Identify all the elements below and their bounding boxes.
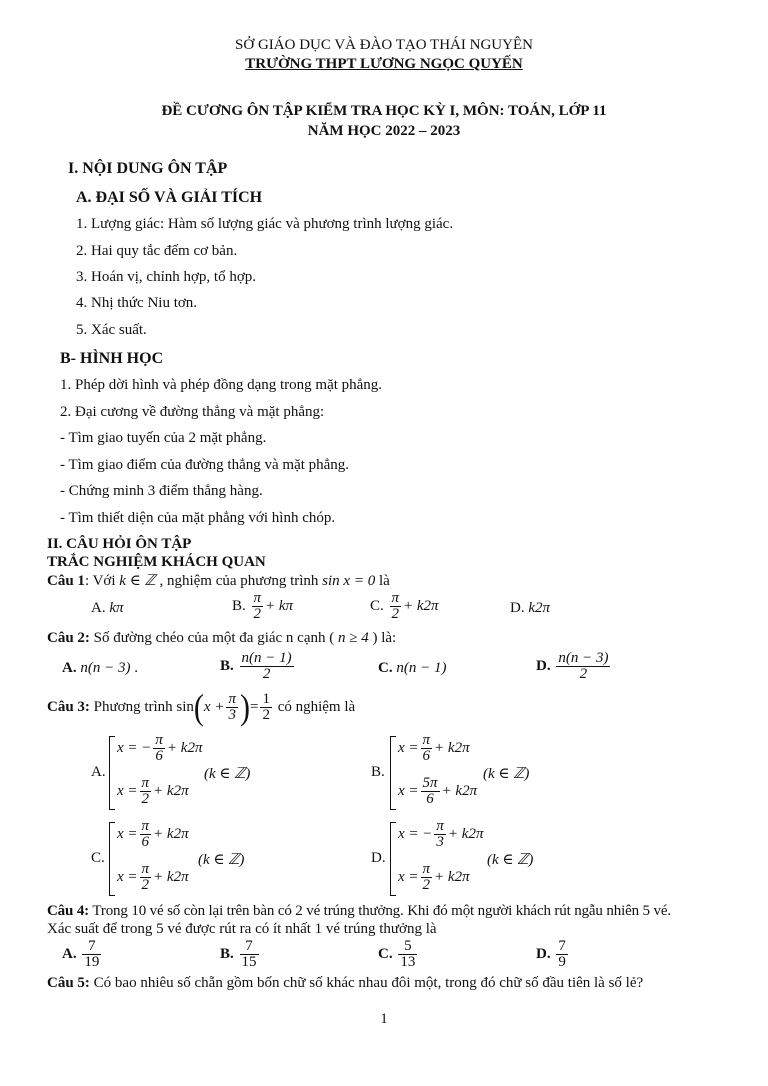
system-bracket (109, 822, 115, 896)
question-label: Câu 1 (47, 573, 85, 589)
question-4-stem-line-2: Xác suất để trong 5 vé được rút ra có ít nhất 1 vé trúng thưởng là (47, 921, 437, 937)
document-page: SỞ GIÁO DỤC VÀ ĐÀO TẠO THÁI NGUYÊN TRƯỜNG THPT LƯƠNG NGỌC QUYẾN ĐỀ CƯƠNG ÔN TẬP KIỂM TRA HỌC KỲ I, MÔN: TOÁN, LỚP 11 NĂM HỌC 2022 – 2023 I. NỘI DUNG ÔN TẬP A. ĐẠI SỐ VÀ GIẢI TÍCH 1. Lượng giác: Hàm số lượng giác và phương trình lượng giác. 2. Hai quy tắc đếm cơ bản. 3. Hoán vị, chỉnh hợp, tổ hợp. 4. Nhị thức Niu tơn. 5. Xác suất. B- HÌNH HỌC 1. Phép dời hình và phép đồng dạng trong mặt phẳng. 2. Đại cương về đường thẳng và mặt phẳng: - Tìm giao tuyến của 2 mặt phẳng. - Tìm giao điểm của đường thẳng và mặt phẳng. - Chứng minh 3 điểm thẳng hàng. - Tìm thiết diện của mặt phẳng với hình chóp. II. CÂU HỎI ÔN TẬP TRẮC NGHIỆM KHÁCH QUAN Câu 1: Với k ∈ ℤ , nghiệm của phương trình sin x = 0 là A. kπ B. $\frac{\pi}{2}$ + kπ C. $\frac{\pi}{2}$ + k2π D. k2π Câu 2: Số đường chéo của một đa giác n cạnh ( n ≥ 4 ) là: A. n(n − 3) . B. $\frac{n(n - 1)}{2}$ C. n(n − 1) D. $\frac{n(n - 3)}{2}$ Câu 3: Phương trình sin(x + $\frac{\pi}{3}$ )= $\frac{1}{2}$ có nghiệm là A. x = − $\frac{\pi}{6}$ + k2π x = $\frac{\pi}{2}$ + k2π (k ∈ ℤ) B. x = $\frac{\pi}{6}$ + k2π x = $\frac{5\pi}{6}$ + k2π (k ∈ ℤ) C. x = $\frac{\pi}{6}$ + k2π x = $\frac{\pi}{2}$ + k2π (k ∈ ℤ) D. x = − $\frac{\pi}{3}$ + k2π x = $\frac{\pi}{2}$ + k2π (k ∈ ℤ) Câu 4: Trong 10 vé số còn lại trên bàn có 2 vé trúng thưởng. Khi đó một người khách rút ngẫu nhiên 5 vé. Xác suất để trong 5 vé được rút ra có ít nhất 1 vé trúng thưởng là A. $\frac{7}{19}$ B. $\frac{7}{15}$ C. $\frac{5}{13}$ D. $\frac{7}{9}$ Câu 5: Có bao nhiêu số chẵn gồm bốn chữ số khác nhau đôi một, trong đó chữ số đầu tiên là số lẻ? 1 (0, 0, 768, 1086)
part-b-item: - Tìm giao điểm của đường thẳng và mặt phẳng. (60, 457, 350, 473)
part-b-heading: B- HÌNH HỌC (60, 350, 164, 367)
part-a-item: 4. Nhị thức Niu tơn. (76, 295, 198, 311)
section-2-subheading: TRẮC NGHIỆM KHÁCH QUAN (47, 554, 266, 570)
document-title: ĐỀ CƯƠNG ÔN TẬP KIỂM TRA HỌC KỲ I, MÔN: TOÁN, LỚP 11 (161, 103, 607, 119)
math-expression: (k ∈ ℤ) (483, 766, 530, 782)
answer-option-d: D. k2π (510, 600, 551, 616)
system-bracket (390, 822, 396, 896)
part-a-item: 5. Xác suất. (76, 322, 147, 338)
question-label: Câu 2: (47, 630, 90, 646)
section-1-heading: I. NỘI DUNG ÔN TẬP (68, 160, 228, 177)
answer-option-a: A. kπ (91, 600, 124, 616)
question-label: Câu 5: (47, 975, 90, 991)
part-b-item: - Tìm giao tuyến của 2 mặt phẳng. (60, 430, 267, 446)
answer-option-c: C. n(n − 1) (378, 660, 447, 676)
part-b-item: 2. Đại cương về đường thẳng và mặt phẳng: (60, 404, 325, 420)
math-expression: (k ∈ ℤ) (487, 852, 534, 868)
part-b-item: - Chứng minh 3 điểm thẳng hàng. (60, 483, 263, 499)
question-3-stem: Câu 3: Phương trình sin(x + $\frac{\pi}{3}$ )= $\frac{1}{2}$ có nghiệm là (47, 687, 356, 727)
department-name: SỞ GIÁO DỤC VÀ ĐÀO TẠO THÁI NGUYÊN (235, 37, 533, 53)
part-a-item: 2. Hai quy tắc đếm cơ bản. (76, 243, 238, 259)
answer-option-c: C. $\frac{\pi}{2}$ + k2π (370, 590, 439, 622)
part-a-heading: A. ĐẠI SỐ VÀ GIẢI TÍCH (76, 189, 263, 206)
answer-option-b: B. $\frac{\pi}{2}$ + kπ (232, 590, 294, 622)
school-name: TRƯỜNG THPT LƯƠNG NGỌC QUYẾN (245, 56, 523, 72)
system-bracket (109, 736, 115, 810)
question-label: Câu 3: (47, 698, 90, 715)
section-2-heading: II. CÂU HỎI ÔN TẬP (47, 536, 192, 552)
question-5-stem: Câu 5: Có bao nhiêu số chẵn gồm bốn chữ số khác nhau đôi một, trong đó chữ số đầu tiên là số lẻ? (47, 975, 644, 991)
part-a-item: 1. Lượng giác: Hàm số lượng giác và phương trình lượng giác. (76, 216, 454, 232)
answer-option-d: D. $\frac{n(n - 3)}{2}$ (536, 650, 609, 682)
question-1-stem: Câu 1: Với k ∈ ℤ , nghiệm của phương trình sin x = 0 là (47, 573, 390, 589)
answer-option-b: B. $\frac{n(n - 1)}{2}$ (220, 650, 292, 682)
question-4-stem: Câu 4: Trong 10 vé số còn lại trên bàn có 2 vé trúng thưởng. Khi đó một người khách rút ngẫu nhiên 5 vé. (47, 903, 671, 919)
part-b-item: 1. Phép dời hình và phép đồng dạng trong mặt phẳng. (60, 377, 383, 393)
answer-option-c: C. $\frac{5}{13}$ (378, 938, 416, 970)
school-year: NĂM HỌC 2022 – 2023 (307, 123, 461, 139)
math-expression: sin x = 0 (322, 573, 376, 589)
answer-option-b: B. $\frac{7}{15}$ (220, 938, 257, 970)
math-expression: k ∈ ℤ (119, 573, 156, 589)
part-b-item: - Tìm thiết diện của mặt phẳng với hình chóp. (60, 510, 336, 526)
answer-option-a: A. $\frac{7}{19}$ (62, 938, 100, 970)
question-label: Câu 4: (47, 903, 90, 919)
answer-option-d: D. $\frac{7}{9}$ (536, 938, 566, 970)
question-2-stem: Câu 2: Số đường chéo của một đa giác n cạnh ( n ≥ 4 ) là: (47, 630, 397, 646)
part-a-item: 3. Hoán vị, chỉnh hợp, tổ hợp. (76, 269, 257, 285)
math-expression: (k ∈ ℤ) (204, 766, 251, 782)
math-expression: (k ∈ ℤ) (198, 852, 245, 868)
math-expression: n ≥ 4 (334, 630, 373, 646)
system-bracket (390, 736, 396, 810)
answer-option-a: A. n(n − 3) . (62, 660, 138, 676)
page-number: 1 (380, 1011, 388, 1027)
